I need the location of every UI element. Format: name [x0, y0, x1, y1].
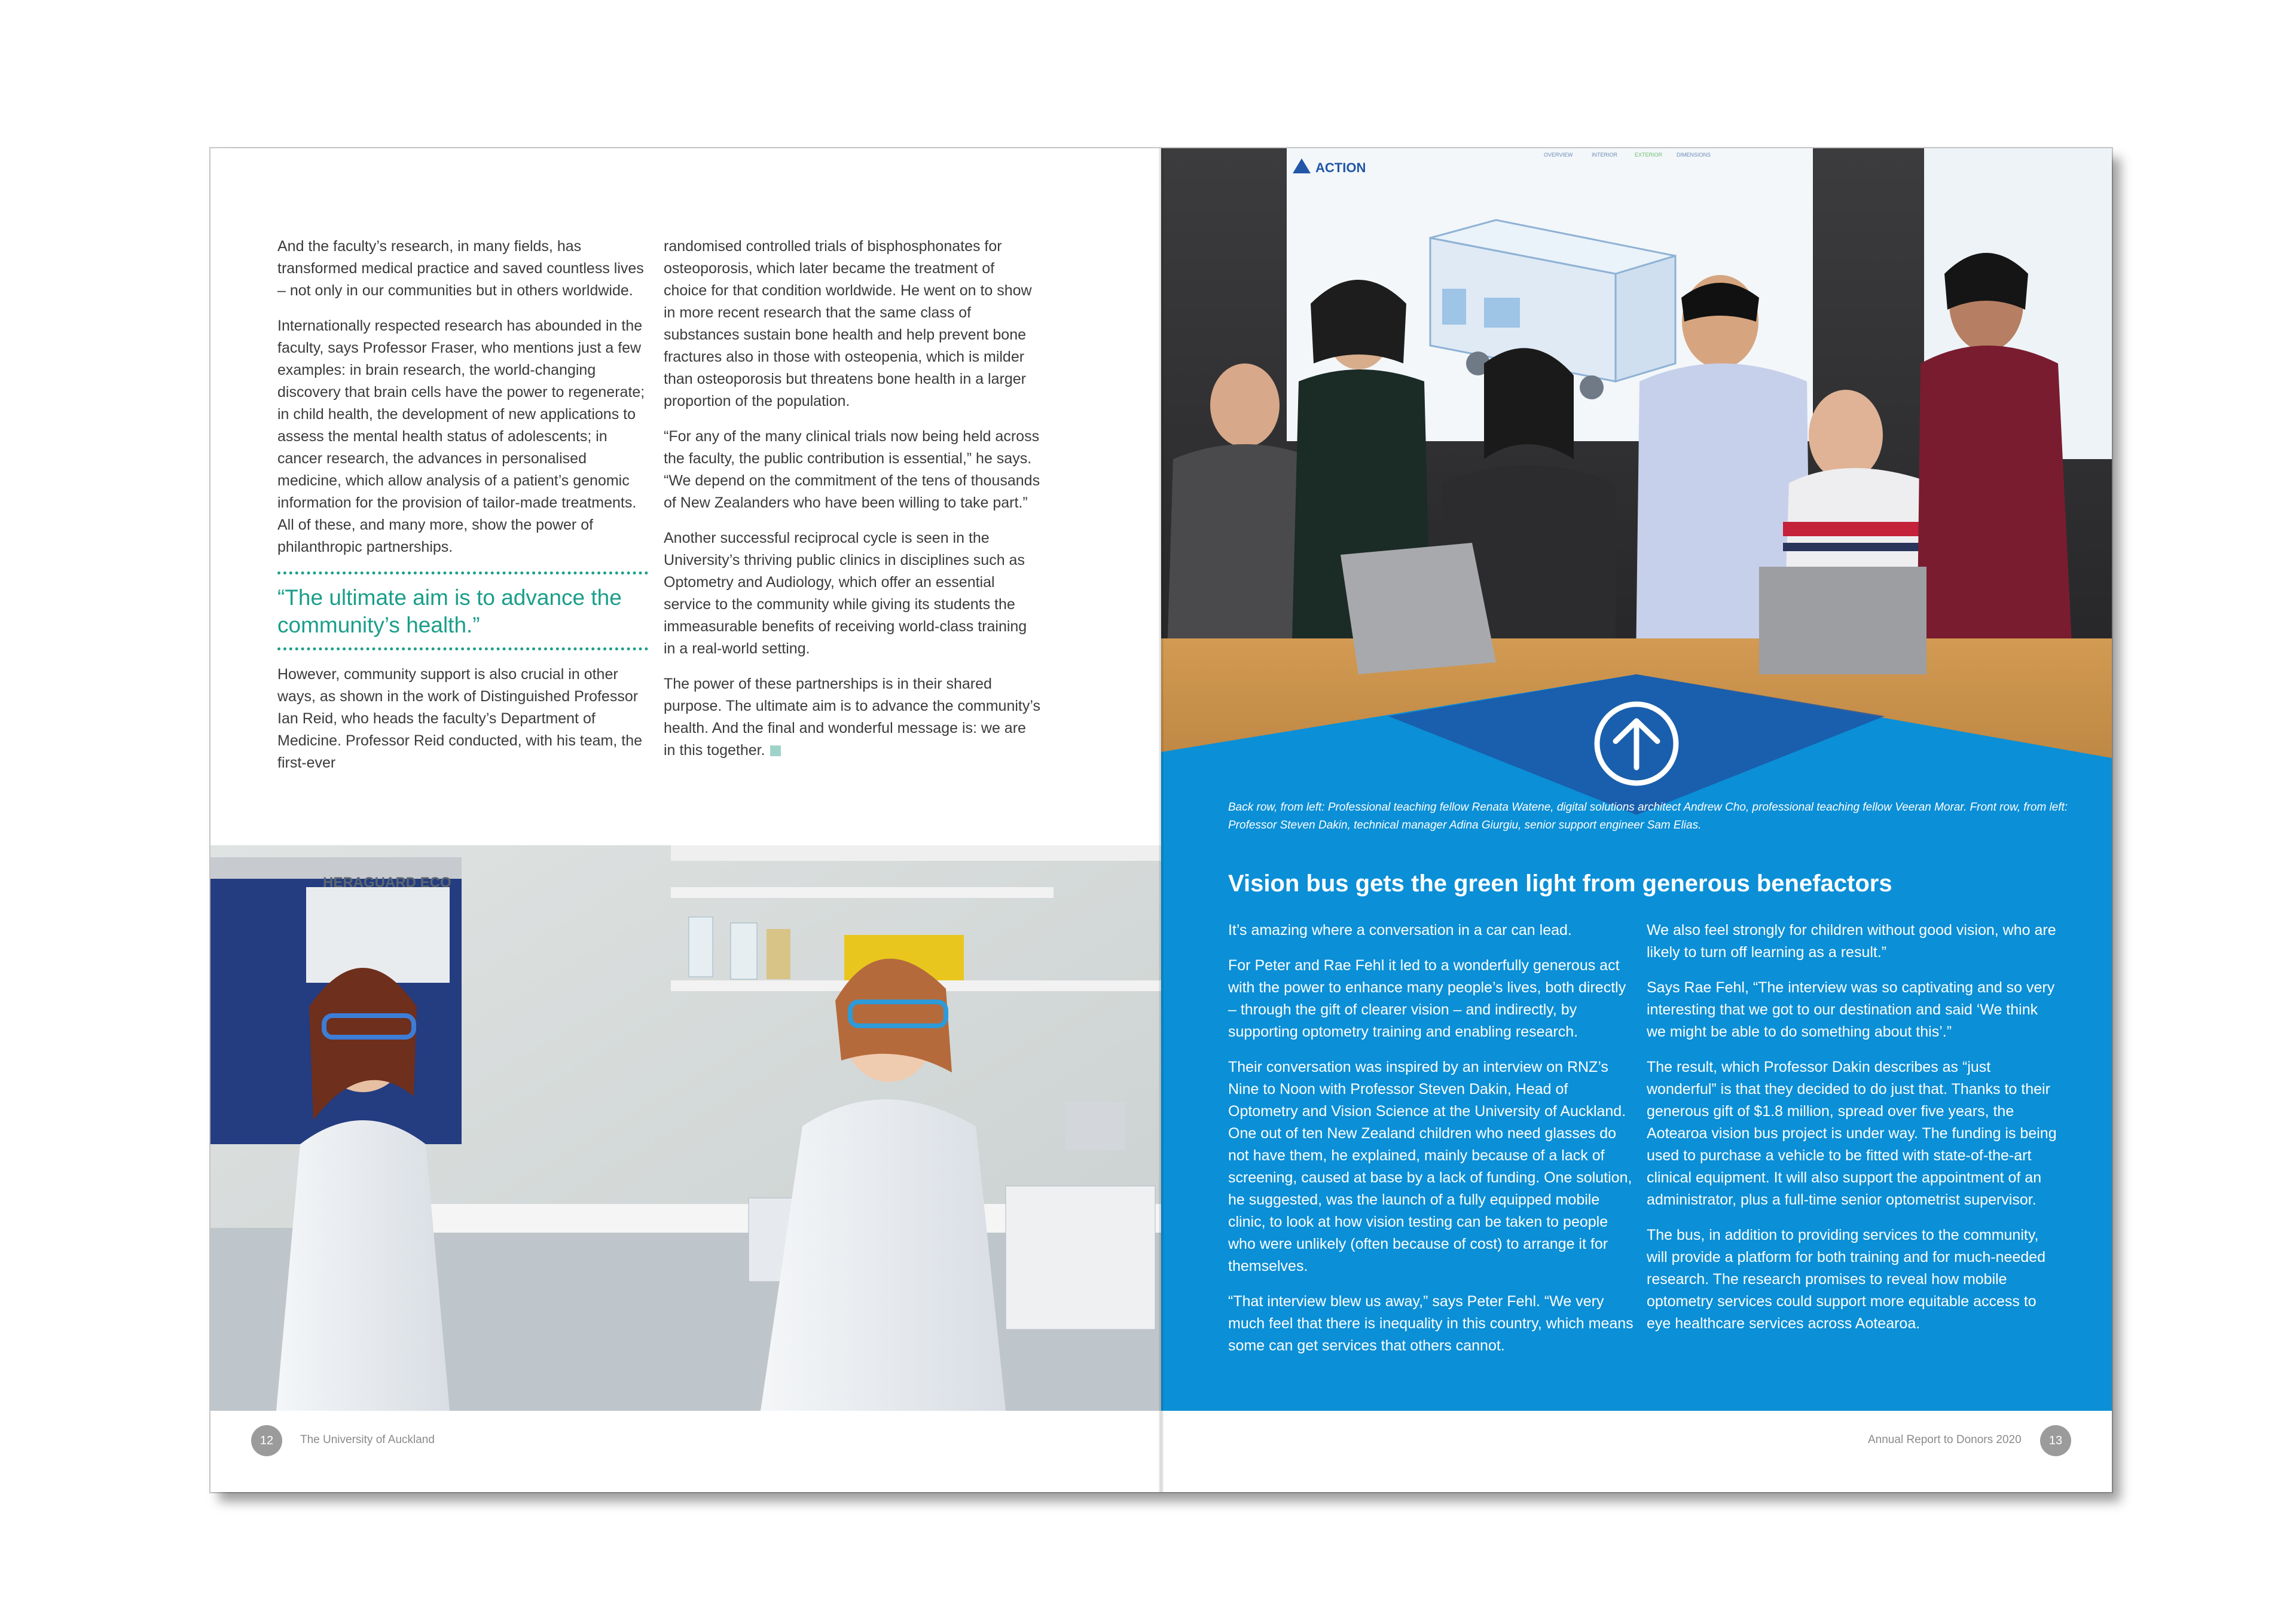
team-photo-caption: Back row, from left: Professional teaching fellow Renata Watene, digital solutions architect Andrew Cho, professional teaching fellow Veeran Morar. Front row, from left: Professor Steven Dakin, technical manager Adina Giurgiu, senior support engineer Sam Elias.: [1228, 801, 2068, 832]
equipment-label: HERAGUARD ECO: [323, 875, 451, 891]
screen-tab: INTERIOR: [1592, 152, 1618, 158]
paragraph: The result, which Professor Dakin describes as “just wonderful” is that they decided to do just that. Thanks to their generous gift of $1.8 million, spread over five years, the Aotearoa vision bus project is under way. The funding is being used to purchase a vehicle to be fitted with state-of-the-art clinical equipment. It will also support the appointment of an administrator, plus a full-time senior optometrist supervisor.: [1647, 1059, 2057, 1208]
footer-left: The University of Auckland: [300, 1434, 435, 1446]
right-column-1: [1228, 919, 1635, 1370]
paragraph: However, community support is also crucial in other ways, as shown in the work of Distinguished Professor Ian Reid, who heads the faculty’s Department of Medicine. Professor Reid conducted, with his team, the first-ever: [277, 666, 643, 771]
footer-right: Annual Report to Donors 2020: [1868, 1434, 2022, 1446]
paragraph: Internationally respected research has abounded in the faculty, says Professor Fraser, who mentions just a few examples: in brain research, the world-changing discovery that brain cells have the power to regenerate; in child health, the development of new applications to assess the mental health status of adolescents; in cancer research, the advances in personalised medicine, which allow analysis of a patient’s genomic information for the provision of tailor-made treatments. All of these, and many more, show the power of philanthropic partnerships.: [277, 317, 645, 555]
screen-tab: OVERVIEW: [1544, 152, 1573, 158]
screen-brand: ACTION: [1315, 160, 1366, 175]
left-column-1: [277, 236, 648, 787]
paragraph: “That interview blew us away,” says Peter Fehl. “We very much feel that there is inequality in this country, which means some can get services that others cannot.: [1228, 1293, 1634, 1354]
paragraph: For Peter and Rae Fehl it led to a wonderfully generous act with the power to enhance many people’s lives, both directly – through the gift of clearer vision – and indirectly, by supporting optometry training and enabling research.: [1228, 957, 1626, 1040]
paragraph: We also feel strongly for children without good vision, who are likely to turn off learning as a result.”: [1647, 922, 2056, 961]
paragraph-text: The power of these partnerships is in their shared purpose. The ultimate aim is to advance the community’s health. And the final and wonderful message is: we are in this together.: [664, 676, 1040, 759]
paragraph: “For any of the many clinical trials now being held across the faculty, the public contribution is essential,” he says. “We depend on the commitment of the tens of thousands of New Zealanders who have been willing to take part.”: [664, 428, 1040, 511]
left-column-2: [664, 236, 1040, 775]
magazine-spread: [210, 148, 2112, 1492]
paragraph: [664, 673, 1040, 762]
screen-tab: DIMENSIONS: [1677, 152, 1711, 158]
paragraph: And the faculty’s research, in many fields, has transformed medical practice and saved countless lives – not only in our communities but in others worldwide.: [277, 238, 644, 299]
paragraph: The bus, in addition to providing services to the community, will provide a platform for both training and for much-needed research. The research promises to reveal how mobile optometry services could support more equitable access to eye healthcare services across Aotearoa.: [1647, 1227, 2046, 1332]
left-page: [210, 148, 1161, 1492]
paragraph: Their conversation was inspired by an interview on RNZ’s Nine to Noon with Professor Steven Dakin, Head of Optometry and Vision Science at the University of Auckland. One out of ten New Zealand children who need glasses do not have them, he explained, mainly because of a lack of screening, caused at base by a lack of funding. One solution, he suggested, was the launch of a fully equipped mobile clinic, to look at how vision testing can be taken to people who were unlikely (often because of cost) to arrange it for themselves.: [1228, 1059, 1632, 1274]
paragraph: randomised controlled trials of bisphosphonates for osteoporosis, which later became the treatment of choice for that condition worldwide. He went on to show in more recent research that the same class of substances sustain bone health and help prevent bone fractures also in those with osteopenia, which is milder than osteoporosis but threatens bone health in a larger proportion of the population.: [664, 238, 1032, 409]
pull-quote: “The ultimate aim is to advance the community’s health.”: [277, 571, 648, 650]
page-number-right: 13: [2040, 1425, 2071, 1456]
lab-photo-illustration: [210, 845, 1161, 1411]
right-column-2: [1647, 919, 2059, 1348]
paragraph: Another successful reciprocal cycle is seen in the University’s thriving public clinics in disciplines such as Optometry and Audiology, which offer an essential service to the community while giving its students the immeasurable benefits of receiving world-class training in a real-world setting.: [664, 530, 1027, 657]
page-number-left: 12: [251, 1425, 282, 1456]
article-title: Vision bus gets the green light from generous benefactors: [1228, 870, 1892, 897]
lab-photo: [210, 845, 1161, 1411]
right-page: [1161, 148, 2112, 1492]
paragraph: Says Rae Fehl, “The interview was so captivating and so very interesting that we got to our destination and said ‘We think we might be able to do something about this’.”: [1647, 979, 2055, 1040]
page-gutter: [1159, 148, 1164, 1492]
paragraph: It’s amazing where a conversation in a car can lead.: [1228, 922, 1572, 939]
end-mark-icon: [770, 745, 781, 756]
screen-tab: EXTERIOR: [1635, 152, 1663, 158]
